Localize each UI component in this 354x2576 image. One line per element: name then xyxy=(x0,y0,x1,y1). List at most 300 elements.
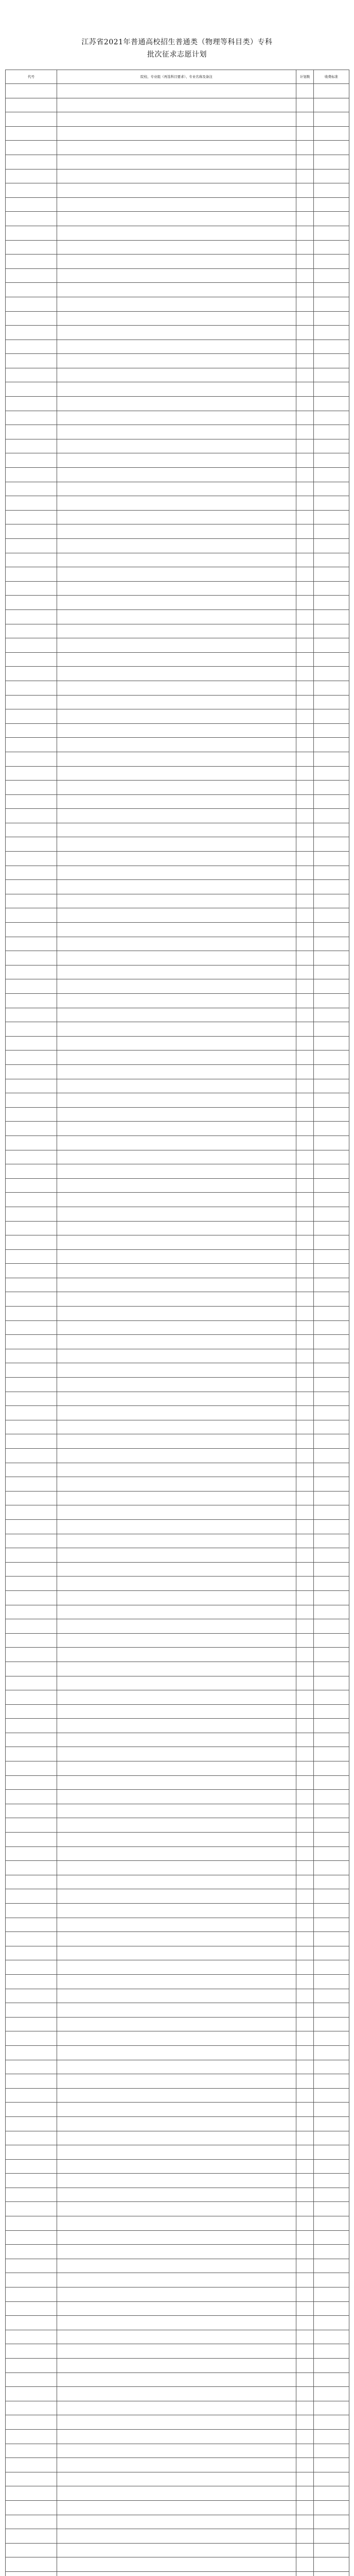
row-code xyxy=(6,2202,57,2216)
row-code xyxy=(6,1719,57,1733)
row-name xyxy=(57,1420,296,1434)
table-row xyxy=(6,2557,349,2572)
row-code xyxy=(6,2543,57,2557)
row-fee xyxy=(314,425,349,439)
table-row xyxy=(6,979,349,994)
table-row xyxy=(6,1093,349,1108)
row-fee xyxy=(314,2372,349,2387)
row-plan-count xyxy=(296,923,314,937)
table-row xyxy=(6,1221,349,1235)
row-plan-count xyxy=(296,880,314,894)
row-plan-count xyxy=(296,255,314,269)
row-plan-count xyxy=(296,1264,314,1278)
row-fee xyxy=(314,1278,349,1292)
row-code xyxy=(6,1904,57,1918)
row-fee xyxy=(314,723,349,738)
row-fee xyxy=(314,1420,349,1434)
row-name xyxy=(57,908,296,923)
row-plan-count xyxy=(296,1235,314,1250)
row-code xyxy=(6,2316,57,2330)
table-row xyxy=(6,2571,349,2576)
row-plan-count xyxy=(296,1079,314,1093)
table-row xyxy=(6,908,349,923)
row-plan-count xyxy=(296,1605,314,1619)
table-row xyxy=(6,226,349,240)
row-code xyxy=(6,1918,57,1932)
row-plan-count xyxy=(296,2387,314,2401)
row-code xyxy=(6,1932,57,1946)
row-fee xyxy=(314,510,349,524)
row-name xyxy=(57,1449,296,1463)
row-plan-count xyxy=(296,2543,314,2557)
table-row xyxy=(6,453,349,468)
row-name xyxy=(57,169,296,183)
row-plan-count xyxy=(296,1577,314,1591)
row-name xyxy=(57,2003,296,2018)
row-code xyxy=(6,908,57,923)
row-code xyxy=(6,923,57,937)
row-fee xyxy=(314,2145,349,2160)
row-code xyxy=(6,1775,57,1790)
row-fee xyxy=(314,1491,349,1505)
row-name xyxy=(57,1619,296,1634)
row-name xyxy=(57,2458,296,2472)
row-code xyxy=(6,1050,57,1065)
row-plan-count xyxy=(296,1690,314,1705)
row-fee xyxy=(314,1648,349,1662)
row-code xyxy=(6,567,57,582)
row-code xyxy=(6,1633,57,1648)
table-row xyxy=(6,297,349,311)
row-plan-count xyxy=(296,581,314,596)
row-fee xyxy=(314,169,349,183)
table-row xyxy=(6,482,349,496)
row-code xyxy=(6,2230,57,2245)
row-fee xyxy=(314,2003,349,2018)
row-name xyxy=(57,695,296,709)
row-name xyxy=(57,809,296,823)
row-code xyxy=(6,1434,57,1449)
row-code xyxy=(6,326,57,340)
table-row xyxy=(6,524,349,539)
row-name xyxy=(57,2316,296,2330)
row-name xyxy=(57,823,296,837)
row-plan-count xyxy=(296,1719,314,1733)
row-code xyxy=(6,226,57,240)
row-fee xyxy=(314,794,349,809)
row-code xyxy=(6,1022,57,1037)
row-plan-count xyxy=(296,738,314,752)
row-fee xyxy=(314,2486,349,2501)
row-plan-count xyxy=(296,1648,314,1662)
row-name xyxy=(57,1790,296,1804)
row-name xyxy=(57,1178,296,1193)
row-plan-count xyxy=(296,681,314,695)
table-row xyxy=(6,652,349,667)
table-row xyxy=(6,1320,349,1335)
row-plan-count xyxy=(296,1093,314,1108)
row-fee xyxy=(314,681,349,695)
table-row xyxy=(6,2088,349,2103)
row-plan-count xyxy=(296,2159,314,2174)
row-plan-count xyxy=(296,98,314,112)
table-row xyxy=(6,2003,349,2018)
row-name xyxy=(57,439,296,453)
row-name xyxy=(57,894,296,908)
table-row xyxy=(6,2116,349,2131)
row-code xyxy=(6,155,57,169)
row-code xyxy=(6,1790,57,1804)
row-code xyxy=(6,709,57,724)
table-row xyxy=(6,1562,349,1577)
table-row xyxy=(6,1676,349,1690)
row-fee xyxy=(314,1235,349,1250)
row-fee xyxy=(314,609,349,624)
row-fee xyxy=(314,2344,349,2359)
table-row xyxy=(6,397,349,411)
table-row xyxy=(6,1264,349,1278)
row-plan-count xyxy=(296,1335,314,1349)
row-fee xyxy=(314,1406,349,1420)
row-plan-count xyxy=(296,809,314,823)
row-name xyxy=(57,1505,296,1520)
row-plan-count xyxy=(296,1349,314,1363)
table-body xyxy=(6,84,349,2576)
enrollment-plan-table xyxy=(5,70,349,2576)
row-name xyxy=(57,2472,296,2486)
row-fee xyxy=(314,240,349,255)
table-row xyxy=(6,553,349,567)
row-name xyxy=(57,2287,296,2302)
row-plan-count xyxy=(296,2401,314,2415)
row-plan-count xyxy=(296,794,314,809)
row-plan-count xyxy=(296,1008,314,1022)
row-name xyxy=(57,965,296,979)
row-code xyxy=(6,667,57,681)
row-code xyxy=(6,340,57,354)
row-code xyxy=(6,524,57,539)
row-plan-count xyxy=(296,197,314,212)
row-plan-count xyxy=(296,84,314,98)
row-plan-count xyxy=(296,1164,314,1179)
row-code xyxy=(6,2359,57,2373)
row-plan-count xyxy=(296,2571,314,2576)
row-name xyxy=(57,2486,296,2501)
row-fee xyxy=(314,1833,349,1847)
row-plan-count xyxy=(296,2316,314,2330)
row-code xyxy=(6,1690,57,1705)
row-code xyxy=(6,2444,57,2458)
row-code xyxy=(6,1249,57,1264)
row-name xyxy=(57,2301,296,2316)
row-name xyxy=(57,2273,296,2287)
row-code xyxy=(6,1577,57,1591)
row-name xyxy=(57,581,296,596)
row-plan-count xyxy=(296,567,314,582)
row-name xyxy=(57,738,296,752)
row-name xyxy=(57,596,296,610)
row-code xyxy=(6,723,57,738)
row-plan-count xyxy=(296,2216,314,2231)
row-fee xyxy=(314,1122,349,1136)
row-code xyxy=(6,1079,57,1093)
table-row xyxy=(6,809,349,823)
row-plan-count xyxy=(296,169,314,183)
row-plan-count xyxy=(296,1633,314,1648)
table-row xyxy=(6,1122,349,1136)
row-code xyxy=(6,1804,57,1818)
row-fee xyxy=(314,2359,349,2373)
row-name xyxy=(57,652,296,667)
row-plan-count xyxy=(296,1434,314,1449)
row-plan-count xyxy=(296,2074,314,2089)
row-name xyxy=(57,2045,296,2060)
row-name xyxy=(57,2103,296,2117)
row-name xyxy=(57,1519,296,1534)
row-plan-count xyxy=(296,2174,314,2188)
row-name xyxy=(57,1833,296,1847)
row-fee xyxy=(314,2131,349,2145)
row-code xyxy=(6,1264,57,1278)
row-fee xyxy=(314,2088,349,2103)
table-row xyxy=(6,1249,349,1264)
row-fee xyxy=(314,1008,349,1022)
row-fee xyxy=(314,2458,349,2472)
row-name xyxy=(57,1974,296,1989)
row-code xyxy=(6,2245,57,2259)
row-name xyxy=(57,2131,296,2145)
row-code xyxy=(6,1320,57,1335)
row-code xyxy=(6,1619,57,1634)
row-code xyxy=(6,1946,57,1960)
table-row xyxy=(6,1278,349,1292)
row-code xyxy=(6,1648,57,1662)
row-name xyxy=(57,1761,296,1776)
row-code xyxy=(6,1420,57,1434)
row-plan-count xyxy=(296,2500,314,2515)
row-code xyxy=(6,652,57,667)
row-fee xyxy=(314,2159,349,2174)
row-name xyxy=(57,1335,296,1349)
table-row xyxy=(6,2387,349,2401)
row-plan-count xyxy=(296,1320,314,1335)
row-fee xyxy=(314,2188,349,2202)
row-fee xyxy=(314,1747,349,1761)
row-name xyxy=(57,326,296,340)
row-name xyxy=(57,951,296,965)
row-code xyxy=(6,2401,57,2415)
row-plan-count xyxy=(296,126,314,141)
table-row xyxy=(6,1207,349,1221)
row-code xyxy=(6,809,57,823)
table-row xyxy=(6,596,349,610)
row-fee xyxy=(314,2429,349,2444)
row-code xyxy=(6,1178,57,1193)
row-fee xyxy=(314,2017,349,2031)
row-code xyxy=(6,781,57,795)
row-code xyxy=(6,1761,57,1776)
row-plan-count xyxy=(296,1904,314,1918)
table-row xyxy=(6,1136,349,1150)
row-plan-count xyxy=(296,297,314,311)
table-row xyxy=(6,1761,349,1776)
row-fee xyxy=(314,1477,349,1492)
row-fee xyxy=(314,1207,349,1221)
row-code xyxy=(6,183,57,198)
row-fee xyxy=(314,1790,349,1804)
row-plan-count xyxy=(296,2003,314,2018)
row-code xyxy=(6,1989,57,2003)
row-plan-count xyxy=(296,1463,314,1477)
row-fee xyxy=(314,1079,349,1093)
row-plan-count xyxy=(296,2103,314,2117)
row-fee xyxy=(314,979,349,994)
table-row xyxy=(6,255,349,269)
row-name xyxy=(57,1719,296,1733)
row-fee xyxy=(314,738,349,752)
row-name xyxy=(57,1534,296,1548)
table-row xyxy=(6,894,349,908)
row-name xyxy=(57,155,296,169)
row-code xyxy=(6,2387,57,2401)
row-code xyxy=(6,539,57,553)
row-code xyxy=(6,1676,57,1690)
row-fee xyxy=(314,596,349,610)
row-code xyxy=(6,2571,57,2576)
row-code xyxy=(6,609,57,624)
table-row xyxy=(6,1363,349,1378)
table-row xyxy=(6,2074,349,2089)
table-row xyxy=(6,510,349,524)
table-row xyxy=(6,1292,349,1307)
row-name xyxy=(57,2216,296,2231)
row-fee xyxy=(314,2515,349,2529)
row-code xyxy=(6,866,57,880)
row-name xyxy=(57,1193,296,1207)
table-row xyxy=(6,1846,349,1861)
row-name xyxy=(57,2500,296,2515)
row-plan-count xyxy=(296,155,314,169)
row-code xyxy=(6,197,57,212)
row-code xyxy=(6,1562,57,1577)
row-fee xyxy=(314,1960,349,1975)
row-fee xyxy=(314,1619,349,1634)
row-plan-count xyxy=(296,1449,314,1463)
table-row xyxy=(6,425,349,439)
row-plan-count xyxy=(296,212,314,226)
header-code: 代号 xyxy=(6,70,57,84)
row-name xyxy=(57,2429,296,2444)
row-plan-count xyxy=(296,2245,314,2259)
row-fee xyxy=(314,1264,349,1278)
row-fee xyxy=(314,1349,349,1363)
row-fee xyxy=(314,1307,349,1321)
table-row xyxy=(6,738,349,752)
row-plan-count xyxy=(296,965,314,979)
row-name xyxy=(57,425,296,439)
table-row xyxy=(6,2500,349,2515)
row-fee xyxy=(314,368,349,382)
row-fee xyxy=(314,866,349,880)
row-code xyxy=(6,1363,57,1378)
row-code xyxy=(6,2017,57,2031)
row-code xyxy=(6,397,57,411)
row-name xyxy=(57,524,296,539)
row-plan-count xyxy=(296,2330,314,2344)
table-row xyxy=(6,1008,349,1022)
row-fee xyxy=(314,1064,349,1079)
row-fee xyxy=(314,2557,349,2572)
row-fee xyxy=(314,2230,349,2245)
table-row xyxy=(6,169,349,183)
row-fee xyxy=(314,1320,349,1335)
row-name xyxy=(57,609,296,624)
table-row xyxy=(6,1335,349,1349)
row-name xyxy=(57,2031,296,2046)
row-fee xyxy=(314,496,349,511)
row-fee xyxy=(314,354,349,368)
row-plan-count xyxy=(296,2202,314,2216)
table-row xyxy=(6,1775,349,1790)
row-name xyxy=(57,297,296,311)
row-name xyxy=(57,126,296,141)
table-row xyxy=(6,994,349,1008)
table-row xyxy=(6,1818,349,1833)
row-name xyxy=(57,1378,296,1392)
row-plan-count xyxy=(296,1534,314,1548)
row-fee xyxy=(314,638,349,653)
table-row xyxy=(6,1022,349,1037)
table-row xyxy=(6,197,349,212)
table-row xyxy=(6,539,349,553)
row-name xyxy=(57,382,296,397)
row-fee xyxy=(314,2116,349,2131)
row-code xyxy=(6,2060,57,2074)
row-code xyxy=(6,2045,57,2060)
table-row xyxy=(6,112,349,127)
row-name xyxy=(57,1349,296,1363)
table-row xyxy=(6,2301,349,2316)
row-plan-count xyxy=(296,2045,314,2060)
table-row xyxy=(6,2103,349,2117)
row-fee xyxy=(314,311,349,326)
row-name xyxy=(57,2557,296,2572)
row-plan-count xyxy=(296,1307,314,1321)
table-row xyxy=(6,2458,349,2472)
row-code xyxy=(6,965,57,979)
row-code xyxy=(6,283,57,297)
row-plan-count xyxy=(296,1050,314,1065)
row-plan-count xyxy=(296,1392,314,1406)
table-row xyxy=(6,2145,349,2160)
row-code xyxy=(6,1861,57,1875)
row-code xyxy=(6,1662,57,1676)
row-plan-count xyxy=(296,1676,314,1690)
table-row xyxy=(6,496,349,511)
row-fee xyxy=(314,2202,349,2216)
row-code xyxy=(6,2259,57,2273)
row-plan-count xyxy=(296,354,314,368)
row-fee xyxy=(314,126,349,141)
row-plan-count xyxy=(296,1946,314,1960)
row-code xyxy=(6,1164,57,1179)
row-plan-count xyxy=(296,1221,314,1235)
row-name xyxy=(57,2401,296,2415)
row-name xyxy=(57,1036,296,1050)
row-plan-count xyxy=(296,2017,314,2031)
table-row xyxy=(6,2359,349,2373)
row-name xyxy=(57,2060,296,2074)
